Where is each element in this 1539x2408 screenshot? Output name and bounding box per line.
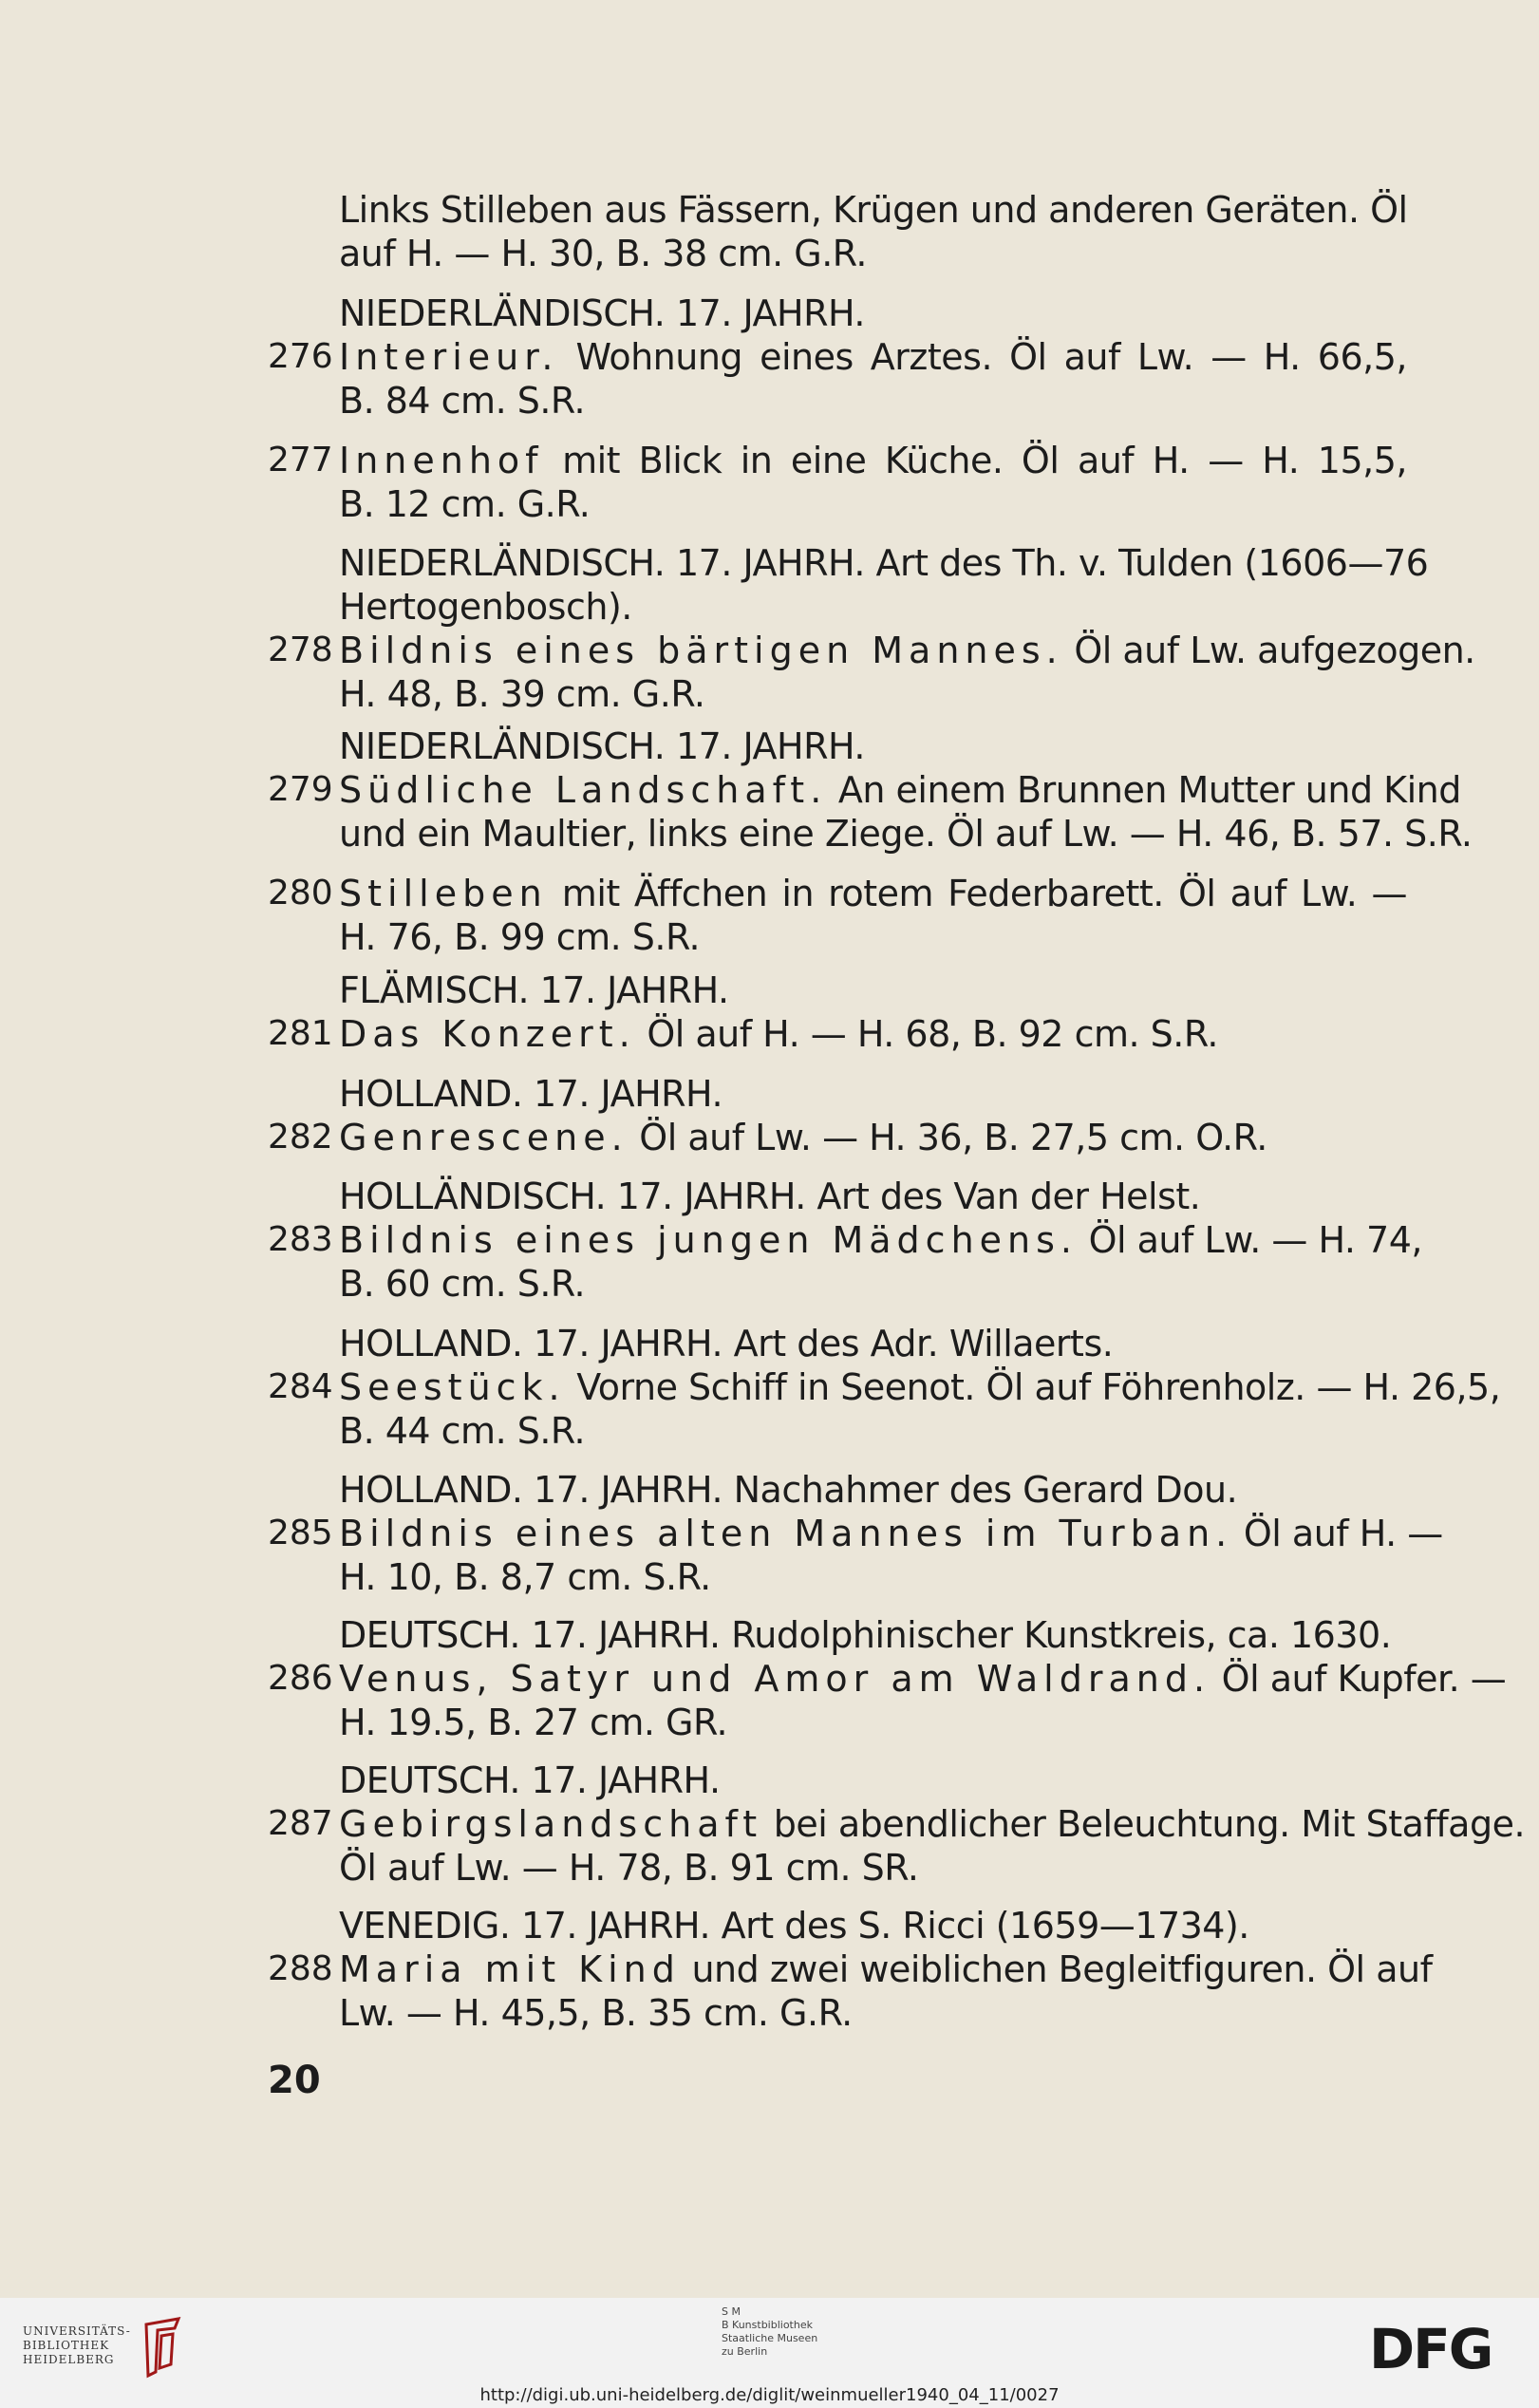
entry-number: 281 xyxy=(268,1014,333,1053)
entry-number: 284 xyxy=(268,1367,333,1406)
entry-heading: VENEDIG. 17. JAHRH. Art des S. Ricci (1659—1734). xyxy=(339,1905,1249,1947)
entry-heading: NIEDERLÄNDISCH. 17. JAHRH. xyxy=(339,292,865,334)
entry-number: 279 xyxy=(268,770,333,809)
stamp-line: B Kunstbibliothek xyxy=(722,2319,813,2331)
entry-title: Südliche Landschaft. xyxy=(339,769,828,811)
entry-text: Öl auf Lw. aufgezogen. xyxy=(1074,630,1475,671)
entry-number: 280 xyxy=(268,874,333,912)
entry-text: Wohnung eines Arztes. Öl auf Lw. — H. 66,5, xyxy=(575,336,1407,378)
stamp-line: S M xyxy=(722,2305,741,2318)
entry-line: B. 44 cm. S.R. xyxy=(339,1410,586,1452)
entry-line xyxy=(339,1012,1407,1056)
entry-line: B. 12 cm. G.R. xyxy=(339,483,591,525)
entry-line xyxy=(339,1657,1507,1701)
entry-title: Gebirgslandschaft xyxy=(339,1803,763,1845)
entry-title: Bildnis eines alten Mannes im Turban. xyxy=(339,1513,1233,1554)
entry-line: H. 76, B. 99 cm. S.R. xyxy=(339,916,701,958)
entry-line xyxy=(339,629,1475,672)
entry-text: und zwei weiblichen Begleitfiguren. Öl auf xyxy=(691,1948,1433,1990)
entry-number: 287 xyxy=(268,1804,333,1843)
entry-line xyxy=(339,1512,1443,1555)
entry-line xyxy=(339,1365,1501,1409)
entry-text: An einem Brunnen Mutter und Kind xyxy=(837,769,1461,811)
entry-line xyxy=(339,872,1407,915)
entry-title: Bildnis eines jungen Mädchens. xyxy=(339,1219,1078,1261)
entry-line xyxy=(339,768,1461,812)
entry-heading: NIEDERLÄNDISCH. 17. JAHRH. Art des Th. v. Tulden (1606—76 xyxy=(339,542,1429,584)
entry-text: bei abendlicher Beleuchtung. Mit Staffage. xyxy=(773,1803,1526,1845)
logo-line: BIBLIOTHEK xyxy=(23,2339,110,2352)
intro-line-2: auf H. — H. 30, B. 38 cm. G.R. xyxy=(339,233,867,274)
entry-line xyxy=(339,335,1407,379)
entry-line xyxy=(339,439,1407,482)
entry-text: Vorne Schiff in Seenot. Öl auf Föhrenholz. — H. 26,5, xyxy=(576,1366,1501,1408)
entry-heading: HOLLÄNDISCH. 17. JAHRH. Art des Van der Helst. xyxy=(339,1176,1201,1217)
entry-title: Interieur. xyxy=(339,336,559,378)
entry-title: Innenhof xyxy=(339,440,544,481)
entry-heading: DEUTSCH. 17. JAHRH. xyxy=(339,1759,721,1801)
entry-title: Venus, Satyr und Amor am Waldrand. xyxy=(339,1658,1211,1700)
entry-text: Öl auf H. — xyxy=(1243,1513,1443,1554)
entry-number: 283 xyxy=(268,1220,333,1259)
entry-line xyxy=(339,1116,1407,1159)
entry-title: Das Konzert. xyxy=(339,1013,636,1055)
entry-text: mit Äffchen in rotem Federbarett. Öl auf Lw. — xyxy=(561,873,1407,914)
entry-heading: DEUTSCH. 17. JAHRH. Rudolphinischer Kunstkreis, ca. 1630. xyxy=(339,1614,1392,1656)
entry-title: Maria mit Kind xyxy=(339,1948,681,1990)
entry-number: 278 xyxy=(268,630,333,669)
entry-line: Öl auf Lw. — H. 78, B. 91 cm. SR. xyxy=(339,1847,919,1889)
dfg-logo[interactable]: DFG xyxy=(1369,2317,1492,2381)
entry-line xyxy=(339,1802,1526,1846)
entry-line: und ein Maultier, links eine Ziege. Öl auf Lw. — H. 46, B. 57. S.R. xyxy=(339,813,1473,855)
entry-text: Öl auf H. — H. 68, B. 92 cm. S.R. xyxy=(647,1013,1218,1055)
entry-line: B. 60 cm. S.R. xyxy=(339,1263,586,1305)
stamp-line: Staatliche Museen xyxy=(722,2332,818,2344)
stamp-line: zu Berlin xyxy=(722,2345,768,2358)
entry-number: 277 xyxy=(268,441,333,480)
entry-heading: FLÄMISCH. 17. JAHRH. xyxy=(339,969,729,1011)
entry-line: H. 48, B. 39 cm. G.R. xyxy=(339,673,705,715)
entry-text: mit Blick in eine Küche. Öl auf H. — H. 15,5, xyxy=(562,440,1407,481)
intro-line-1: Links Stilleben aus Fässern, Krügen und anderen Geräten. Öl xyxy=(339,189,1408,231)
entry-line xyxy=(339,1218,1422,1262)
entry-line xyxy=(339,1947,1433,1991)
entry-text: Öl auf Lw. — H. 36, B. 27,5 cm. O.R. xyxy=(639,1117,1267,1158)
entry-text: Öl auf Kupfer. — xyxy=(1221,1658,1507,1700)
entry-line: B. 84 cm. S.R. xyxy=(339,380,586,422)
entry-heading: HOLLAND. 17. JAHRH. xyxy=(339,1073,723,1115)
library-stamp xyxy=(722,2305,873,2359)
entry-number: 276 xyxy=(268,337,333,376)
entry-number: 288 xyxy=(268,1949,333,1988)
entry-title: Bildnis eines bärtigen Mannes. xyxy=(339,630,1063,671)
entry-title: Stilleben xyxy=(339,873,548,914)
university-library-logo[interactable] xyxy=(23,2324,137,2367)
entry-heading-cont: Hertogenbosch). xyxy=(339,586,632,628)
entry-number: 286 xyxy=(268,1659,333,1698)
entry-title: Genrescene. xyxy=(339,1117,629,1158)
logo-line: HEIDELBERG xyxy=(23,2353,115,2366)
page-number: 20 xyxy=(268,2059,321,2102)
entry-line: H. 19.5, B. 27 cm. GR. xyxy=(339,1702,728,1743)
entry-heading: NIEDERLÄNDISCH. 17. JAHRH. xyxy=(339,725,865,767)
entry-line: H. 10, B. 8,7 cm. S.R. xyxy=(339,1556,711,1598)
library-mark-icon xyxy=(141,2317,186,2380)
logo-line: UNIVERSITÄTS- xyxy=(23,2324,131,2338)
entry-number: 285 xyxy=(268,1514,333,1552)
entry-heading: HOLLAND. 17. JAHRH. Art des Adr. Willaerts. xyxy=(339,1323,1114,1364)
entry-text: Öl auf Lw. — H. 74, xyxy=(1088,1219,1422,1261)
entry-heading: HOLLAND. 17. JAHRH. Nachahmer des Gerard Dou. xyxy=(339,1469,1238,1511)
page-url[interactable]: http://digi.ub.uni-heidelberg.de/diglit/weinmueller1940_04_11/0027 xyxy=(479,2385,1060,2405)
entry-title: Seestück. xyxy=(339,1366,566,1408)
entry-line: Lw. — H. 45,5, B. 35 cm. G.R. xyxy=(339,1992,853,2034)
entry-number: 282 xyxy=(268,1118,333,1157)
